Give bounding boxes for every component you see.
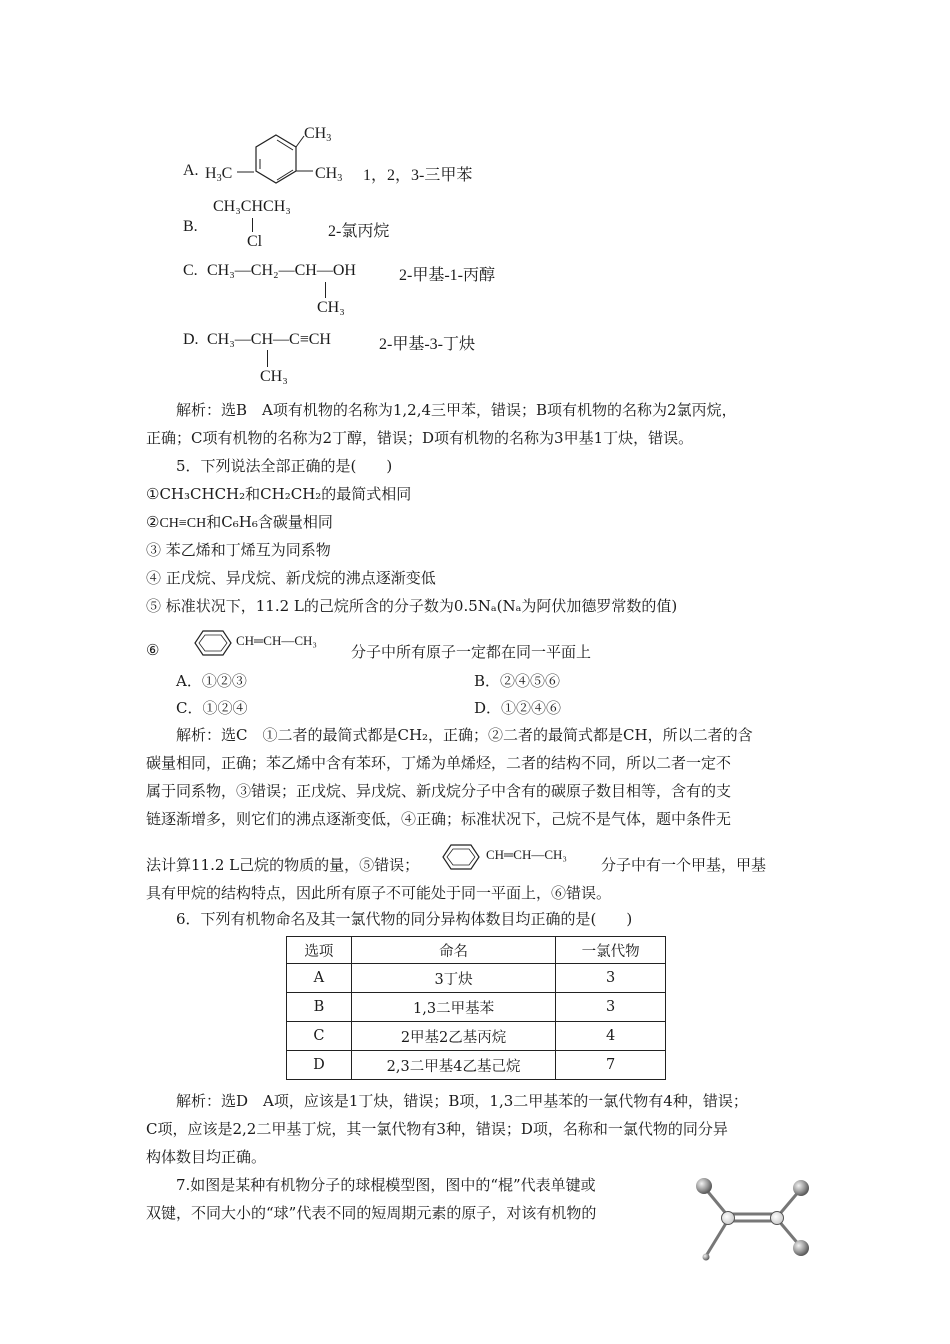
option-d-letter: D. [183, 331, 199, 348]
atom [771, 1212, 784, 1225]
q6-analysis-line: 构体数目均正确。 [146, 1148, 267, 1166]
benzene-ring-icon [441, 842, 481, 872]
option-d-name: 2-甲基-3-丁炔 [379, 336, 475, 353]
q4-analysis-line: 正确；C项有机物的名称为2丁醇，错误；D项有机物的名称为3甲基1丁炔，错误。 [146, 429, 694, 447]
propenyl-group: CH═CH—CH₃ [486, 847, 567, 862]
table-header-row [287, 937, 666, 964]
q5-analysis-line: 解析：选C ①二者的最简式都是CH₂，正确；②二者的最简式都是CH，所以二者的含 [176, 726, 753, 744]
option-b-letter: B. [183, 218, 198, 235]
table-cell: 7 [556, 1051, 666, 1080]
table-cell: 3丁炔 [351, 964, 555, 993]
q5-choice-d: D．①②④⑥ [474, 699, 562, 717]
atom [703, 1254, 710, 1261]
trimethylbenzene-structure [200, 122, 370, 196]
q4-analysis-line: 解析：选B A项有机物的名称为1,2,4三甲苯，错误；B项有机物的名称为2氯丙烷， [176, 401, 737, 419]
q7-stem-line: 双键，不同大小的“球”代表不同的短周期元素的原子，对该有机物的 [146, 1204, 597, 1222]
option-d-substituent: CH₃ [260, 368, 288, 385]
table-cell: D [287, 1051, 352, 1080]
table-cell: 2,3二甲基4乙基己烷 [351, 1051, 555, 1080]
table-cell: 3 [556, 993, 666, 1022]
table-cell: B [287, 993, 352, 1022]
option-d-bond [267, 350, 268, 367]
table-cell: 3 [556, 964, 666, 993]
acetylene-formula: CH≡CH [159, 516, 207, 531]
svg-text:H3C: H3C [205, 165, 233, 184]
q7-stem-line: 7.如图是某种有机物分子的球棍模型图，图中的“棍”代表单键或 [176, 1176, 596, 1194]
q6-table [286, 936, 666, 1080]
option-b-substituent: Cl [247, 233, 263, 250]
q5-analysis-line: 属于同系物，③错误；正戊烷、异戊烷、新戊烷分子中含有的碳原子数目相等，含有的支 [146, 782, 732, 800]
table-cell: 1,3二甲基苯 [351, 993, 555, 1022]
propenyl-group: CH═CH—CH₃ [236, 633, 317, 648]
option-a-letter: A. [183, 162, 199, 179]
q6-stem: 6．下列有机物命名及其一氯代物的同分异构体数目均正确的是( ) [176, 910, 633, 928]
svg-text:CH3: CH3 [315, 165, 343, 184]
q5-choice-a: A．①②③ [176, 672, 247, 690]
q5-statement: ⑤ 标准状况下，11.2 L的己烷所含的分子数为0.5Nₐ(Nₐ为阿伏加德罗常数的值) [146, 597, 678, 615]
q5-statement: ④ 正戊烷、异戊烷、新戊烷的沸点逐渐变低 [146, 569, 436, 587]
table-cell: 4 [556, 1022, 666, 1051]
q5-analysis-line: 具有甲烷的结构特点，因此所有原子不可能处于同一平面上，⑥错误。 [146, 884, 612, 902]
q5-analysis-text: 法计算11.2 L己烷的物质的量，⑤错误； [146, 856, 420, 874]
q5-choice-b: B．②④⑤⑥ [474, 672, 561, 690]
option-c-letter: C. [183, 262, 198, 279]
table-row [287, 1051, 666, 1080]
q6-analysis-line: C项，应该是2,2二甲基丁烷，其一氯代物有3种，错误；D项，名称和一氯代物的同分异 [146, 1120, 728, 1138]
option-c-bond [325, 282, 326, 298]
q5-stem: 5．下列说法全部正确的是( ) [176, 457, 393, 475]
option-b-name: 2-氯丙烷 [328, 223, 390, 240]
q5-analysis-text: 分子中有一个甲基，甲基 [601, 856, 767, 874]
option-c-formula: CH₃—CH₂—CH—OH [207, 262, 356, 279]
q5-statement [146, 511, 333, 535]
option-c-name: 2-甲基-1-丙醇 [399, 267, 495, 284]
atom [722, 1212, 735, 1225]
ball-and-stick-model [692, 1172, 822, 1266]
q5-statement: ③ 苯乙烯和丁烯互为同系物 [146, 541, 331, 559]
svg-text:CH3: CH3 [304, 125, 332, 144]
q5-statement-text: 分子中所有原子一定都在同一平面上 [351, 643, 592, 661]
q5-statement-number: ② [146, 513, 160, 531]
table-cell: A [287, 964, 352, 993]
atom [793, 1180, 809, 1196]
q5-analysis-line: 链逐渐增多，则它们的沸点逐渐变低，④正确；标准状况下，己烷不是气体，题中条件无 [146, 810, 732, 828]
q5-statement: ①CH₃CHCH₂和CH₂CH₂的最简式相同 [146, 485, 412, 503]
table-header: 选项 [287, 937, 352, 964]
table-header: 一氯代物 [556, 937, 666, 964]
table-cell: 2甲基2乙基丙烷 [351, 1022, 555, 1051]
option-c-substituent: CH₃ [317, 299, 345, 316]
option-b-bond [252, 218, 253, 232]
benzene-ring-icon [193, 628, 233, 658]
q5-choice-c: C．①②④ [176, 699, 248, 717]
table-cell: C [287, 1022, 352, 1051]
q5-analysis-line: 碳量相同，正确；苯乙烯中含有苯环，丁烯为单烯烃，二者的结构不同，所以二者一定不 [146, 754, 732, 772]
table-row [287, 964, 666, 993]
table-header: 命名 [351, 937, 555, 964]
table-row [287, 993, 666, 1022]
option-b-formula: CH₃CHCH₃ [213, 198, 291, 215]
atom [793, 1240, 809, 1256]
q5-statement-number: ⑥ [146, 641, 160, 659]
atom [696, 1178, 712, 1194]
q6-analysis-line: 解析：选D A项，应该是1丁炔，错误；B项，1,3二甲基苯的一氯代物有4种，错误； [176, 1092, 748, 1110]
q5-statement-text: 和C₆H₆含碳量相同 [206, 513, 333, 531]
table-row [287, 1022, 666, 1051]
option-d-formula: CH₃—CH—C≡CH [207, 331, 331, 348]
option-a-name: 1，2，3-三甲苯 [363, 167, 473, 184]
